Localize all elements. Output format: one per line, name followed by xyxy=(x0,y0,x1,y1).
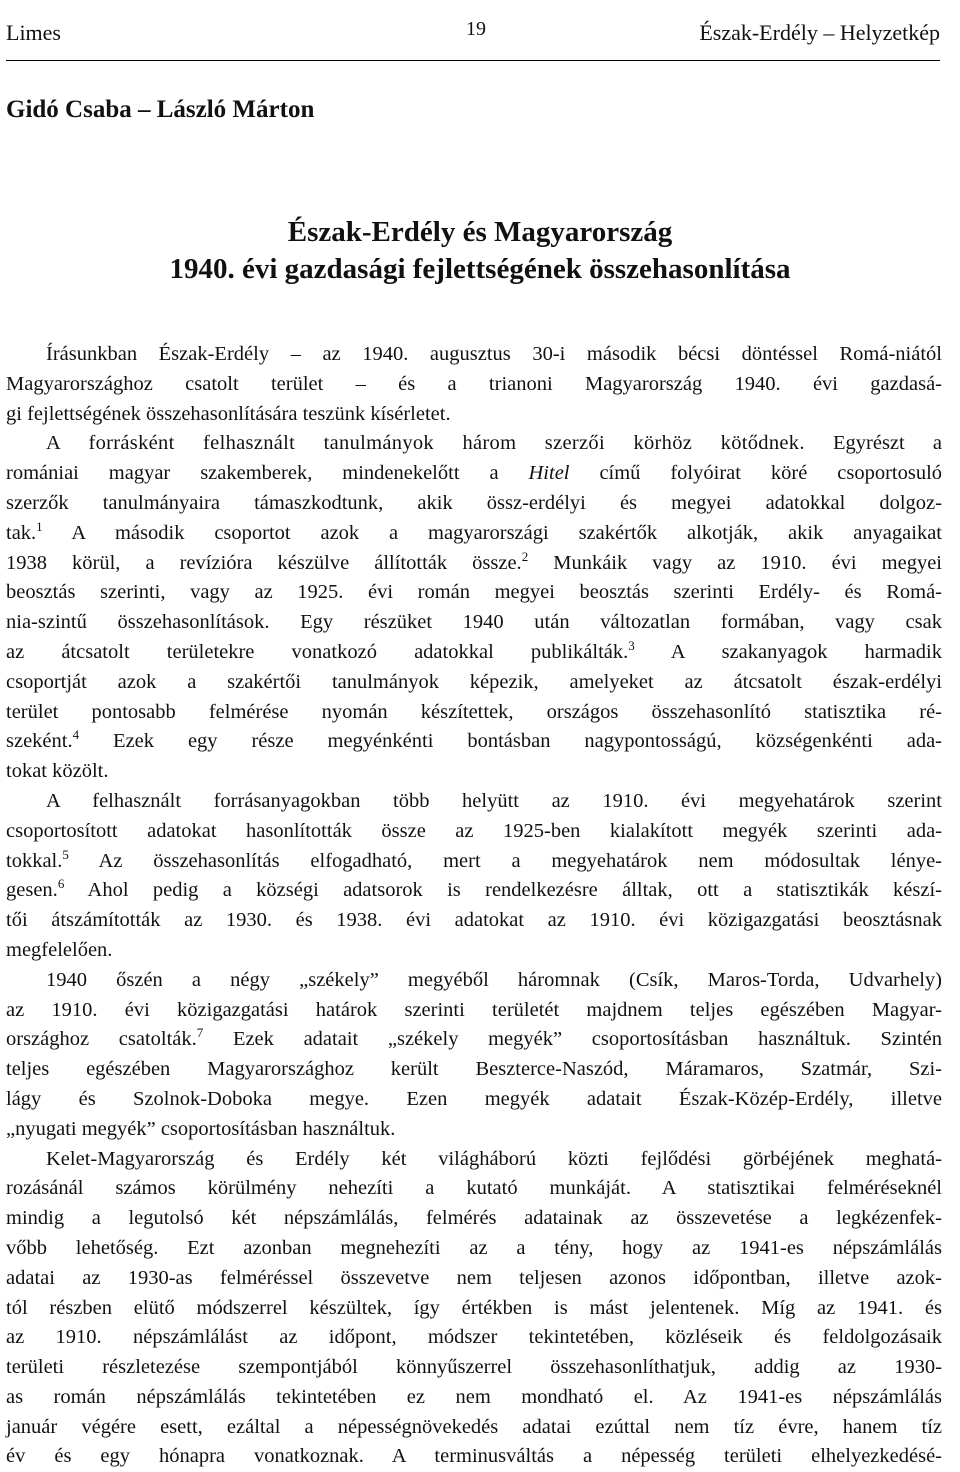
text-line: rozásánál számos körülmény nehezíti a kutató munkáját. A statisztikai felméréseknél xyxy=(6,1177,942,1200)
text-line: szerzők tanulmányaira támaszkodtunk, akik össz-erdélyi és megyei adatokkal dolgoz- xyxy=(6,491,942,514)
footnote-ref[interactable]: 1 xyxy=(36,518,43,534)
title-line-1: Észak-Erdély és Magyarország xyxy=(287,216,673,248)
article-title xyxy=(0,214,960,288)
text-line: romániai magyar szakemberek, mindenekelőtt a Hitel című folyóirat köré csoportosuló xyxy=(6,462,943,485)
footnote-ref[interactable]: 3 xyxy=(628,638,635,654)
text-line: gesen.$^6$ Ahol pedig a községi adatsorok is rendelkezésre álltak, ott a statisztikák készí- xyxy=(6,876,942,902)
footnote-ref[interactable]: 5 xyxy=(62,846,69,862)
running-header xyxy=(6,20,940,61)
text-line: A felhasznált forrásanyagokban több helyütt az 1910. évi megyehatárok szerint xyxy=(46,789,942,812)
text-line: Magyarországhoz csatolt terület – és a trianoni Magyarország 1940. évi gazdasá- xyxy=(6,372,942,395)
title-line-2: 1940. évi gazdasági fejlettségének összehasonlítása xyxy=(169,253,791,285)
section-title: Észak-Erdély – Helyzetkép xyxy=(699,20,940,45)
text-line: az 1910. népszámlálást az időpont, módszer tekintetében, közléseik és feldolgozásaik xyxy=(6,1326,942,1349)
article-body xyxy=(6,340,942,1472)
text-line: teljes egészében Magyarországhoz került Beszterce-Naszód, Máramaros, Szatmár, Szi- xyxy=(6,1058,942,1081)
text-line: vőbb lehetőség. Ezt azonban megnehezíti az a tény, hogy az 1941-es népszámlálás xyxy=(6,1236,942,1259)
footnote-ref[interactable]: 6 xyxy=(57,876,65,892)
text-line: nia-szintű összehasonlítások. Egy részüket 1940 után változatlan formában, vagy csak xyxy=(6,611,942,634)
text-line: Írásunkban Észak-Erdély – az 1940. augusztus 30-i második bécsi döntéssel Romá-niától xyxy=(46,343,942,365)
text-line: gi fejlettségének összehasonlítására teszünk kísérletet. xyxy=(6,402,451,425)
text-line: tak.$^1$ A második csoportot azok a magyarországi szakértők alkotják, akik anyagaikat xyxy=(6,518,942,544)
text-line: az 1910. évi közigazgatási határok szerinti területét majdnem teljes egészében Magyar- xyxy=(6,998,942,1021)
text-line: lágy és Szolnok-Doboka megye. Ezen megyék adatait Észak-Közép-Erdély, illetve xyxy=(6,1087,942,1110)
text-line: 1938 körül, a revízióra készülve állították össze.$^2$ Munkáik vagy az 1910. évi megyei xyxy=(6,548,943,574)
text-line: as román népszámlálás tekintetében ez nem mondható el. Az 1941-es népszámlálás xyxy=(6,1385,942,1408)
text-line: országhoz csatolták.$^7$ Ezek adatait „székely megyék” csoportosításban használtuk. Szintén xyxy=(6,1025,943,1051)
page-number: 19 xyxy=(466,18,486,40)
text-line: tokkal.$^5$ Az összehasonlítás elfogadható, mert a megyehatárok nem módosultak lénye- xyxy=(6,846,942,872)
text-line: szeként.$^4$ Ezek egy része megyénkénti bontásban nagypontosságú, községenkénti ada- xyxy=(6,727,943,753)
text-line: január végére esett, ezáltal a népességnövekedés adatai ezúttal nem tíz évre, hanem tíz xyxy=(6,1415,942,1438)
hitel-journal: Hitel xyxy=(528,462,570,485)
text-line: az átcsatolt területekre vonatkozó adatokkal publikálták.$^3$ A szakanyagok harmadik xyxy=(6,638,942,663)
text-line: megfelelően. xyxy=(6,938,113,961)
article-authors: Gidó Csaba – László Márton xyxy=(6,96,315,123)
text-line: 1940 őszén a négy „székely” megyéből háromnak (Csík, Maros-Torda, Udvarhely) xyxy=(46,968,942,991)
text-line: területi részletezése szempontjából könnyűszerrel összehasonlíthatjuk, addig az 1930- xyxy=(6,1356,942,1379)
text-line: tokat közölt. xyxy=(6,760,109,783)
text-line: tői átszámították az 1930. és 1938. évi adatokat az 1910. évi közigazgatási beosztásnak xyxy=(6,909,942,932)
text-line: Kelet-Magyarország és Erdély két világháború közti fejlődési görbéjének meghatá- xyxy=(46,1147,942,1170)
journal-name: Limes xyxy=(6,20,61,45)
text-line: beosztás szerinti, vagy az 1925. évi román megyei beosztás szerinti Erdély- és Romá- xyxy=(6,581,942,604)
footnote-ref[interactable]: 2 xyxy=(521,548,529,564)
footnote-ref[interactable]: 7 xyxy=(196,1025,204,1041)
text-line: adatai az 1930-as felméréssel összevetve nem teljesen azonos időpontban, illetve azok- xyxy=(6,1266,942,1289)
footnote-ref[interactable]: 4 xyxy=(72,727,80,743)
text-line: mindig a legutolsó két népszámlálás, felmérés adatainak az összevetése a legkézenfek- xyxy=(6,1207,942,1230)
text-line: A forrásként felhasznált tanulmányok három szerzői körhöz kötődnek. Egyrészt a xyxy=(46,432,943,455)
text-line: terület pontosabb felmérése nyomán készítettek, országos összehasonlító statisztika ré- xyxy=(6,700,942,723)
text-line: „nyugati megyék” csoportosításban használtuk. xyxy=(6,1117,396,1140)
text-line: csoportját azok a szakértői tanulmányok képezik, amelyeket az átcsatolt észak-erdélyi xyxy=(6,670,942,693)
text-line: csoportosított adatokat hasonlították össze az 1925-ben kialakított megyék szerinti ada- xyxy=(6,819,942,842)
text-line: év és egy hónapra vonatkoznak. A terminusváltás a népesség területi elhelyezkedésé- xyxy=(6,1445,942,1468)
text-line: tól részben elütő módszerrel készültek, így értékben is mást jelentenek. Míg az 1941. és xyxy=(6,1296,942,1319)
